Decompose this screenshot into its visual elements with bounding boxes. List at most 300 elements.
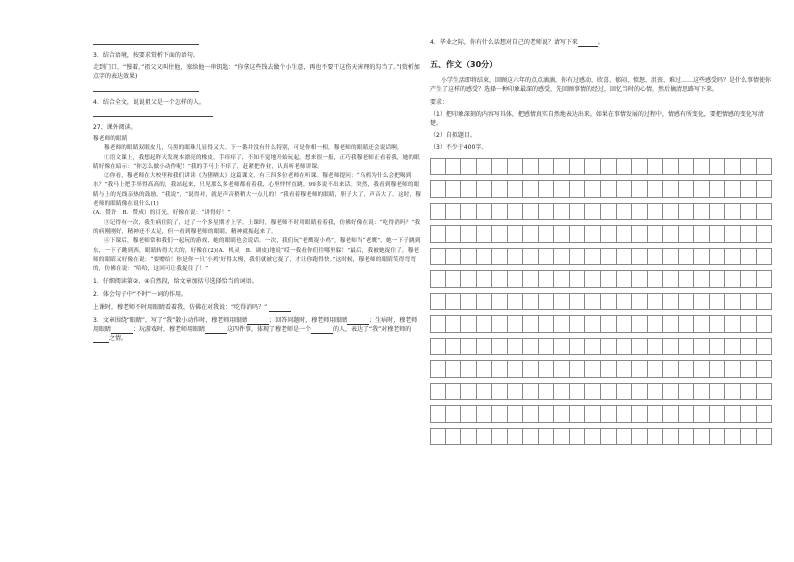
grid-cell[interactable] [710,225,726,242]
grid-cell[interactable] [663,383,679,400]
grid-cell[interactable] [446,203,462,220]
grid-cell[interactable] [523,360,539,377]
grid-cell[interactable] [601,158,617,175]
grid-cell[interactable] [679,338,695,355]
grid-cell[interactable] [694,203,710,220]
grid-cell[interactable] [632,338,648,355]
grid-cell[interactable] [508,360,524,377]
grid-cell[interactable] [523,405,539,422]
grid-cell[interactable] [710,338,726,355]
grid-cell[interactable] [477,270,493,287]
grid-cell[interactable] [632,383,648,400]
grid-cell[interactable] [492,338,508,355]
grid-cell[interactable] [539,248,555,265]
grid-cell[interactable] [741,428,757,445]
grid-cell[interactable] [523,383,539,400]
grid-cell[interactable] [477,383,493,400]
grid-cell[interactable] [539,225,555,242]
grid-cell[interactable] [446,158,462,175]
grid-cell[interactable] [539,405,555,422]
grid-cell[interactable] [554,338,570,355]
grid-cell[interactable] [617,203,633,220]
grid-cell[interactable] [554,428,570,445]
grid-cell[interactable] [725,338,741,355]
answer-line[interactable] [93,85,199,92]
grid-cell[interactable] [617,428,633,445]
grid-cell[interactable] [446,248,462,265]
grid-cell[interactable] [710,315,726,332]
grid-cell[interactable] [539,293,555,310]
answer-blank[interactable] [311,327,333,334]
grid-cell[interactable] [492,428,508,445]
grid-cell[interactable] [554,180,570,197]
answer-blank[interactable] [247,318,269,325]
grid-cell[interactable] [757,428,773,445]
grid-cell[interactable] [461,180,477,197]
grid-cell[interactable] [757,270,773,287]
grid-cell[interactable] [446,225,462,242]
grid-cell[interactable] [523,338,539,355]
grid-cell[interactable] [570,360,586,377]
grid-cell[interactable] [570,315,586,332]
answer-blank[interactable] [111,327,133,334]
grid-cell[interactable] [694,405,710,422]
grid-cell[interactable] [570,248,586,265]
grid-cell[interactable] [492,383,508,400]
grid-cell[interactable] [741,405,757,422]
grid-cell[interactable] [617,338,633,355]
grid-cell[interactable] [523,203,539,220]
grid-cell[interactable] [757,405,773,422]
grid-cell[interactable] [492,360,508,377]
grid-cell[interactable] [710,158,726,175]
grid-cell[interactable] [617,405,633,422]
grid-cell[interactable] [461,225,477,242]
grid-cell[interactable] [694,293,710,310]
grid-cell[interactable] [461,338,477,355]
grid-cell[interactable] [446,405,462,422]
grid-cell[interactable] [539,315,555,332]
grid-cell[interactable] [461,428,477,445]
grid-cell[interactable] [430,360,446,377]
grid-cell[interactable] [601,225,617,242]
grid-cell[interactable] [648,383,664,400]
grid-cell[interactable] [570,383,586,400]
grid-cell[interactable] [648,225,664,242]
grid-cell[interactable] [570,203,586,220]
grid-cell[interactable] [694,225,710,242]
grid-cell[interactable] [663,248,679,265]
grid-cell[interactable] [617,293,633,310]
grid-cell[interactable] [725,360,741,377]
grid-cell[interactable] [632,180,648,197]
grid-cell[interactable] [585,270,601,287]
grid-cell[interactable] [523,225,539,242]
grid-cell[interactable] [461,383,477,400]
grid-cell[interactable] [477,248,493,265]
grid-cell[interactable] [492,293,508,310]
grid-cell[interactable] [617,180,633,197]
grid-cell[interactable] [757,383,773,400]
grid-cell[interactable] [585,315,601,332]
grid-cell[interactable] [757,225,773,242]
grid-cell[interactable] [710,293,726,310]
grid-cell[interactable] [554,203,570,220]
grid-cell[interactable] [523,293,539,310]
grid-cell[interactable] [757,315,773,332]
grid-cell[interactable] [554,383,570,400]
grid-cell[interactable] [492,248,508,265]
grid-cell[interactable] [585,158,601,175]
grid-cell[interactable] [679,225,695,242]
grid-cell[interactable] [585,428,601,445]
grid-cell[interactable] [694,180,710,197]
grid-cell[interactable] [741,338,757,355]
grid-cell[interactable] [461,248,477,265]
grid-cell[interactable] [663,338,679,355]
grid-cell[interactable] [539,270,555,287]
grid-cell[interactable] [601,383,617,400]
grid-cell[interactable] [430,383,446,400]
grid-cell[interactable] [446,293,462,310]
grid-cell[interactable] [632,158,648,175]
grid-cell[interactable] [554,293,570,310]
grid-cell[interactable] [570,180,586,197]
grid-cell[interactable] [741,180,757,197]
grid-cell[interactable] [492,315,508,332]
grid-cell[interactable] [539,428,555,445]
grid-cell[interactable] [694,270,710,287]
grid-cell[interactable] [430,158,446,175]
grid-cell[interactable] [539,180,555,197]
grid-cell[interactable] [694,428,710,445]
grid-cell[interactable] [725,315,741,332]
grid-cell[interactable] [725,270,741,287]
grid-cell[interactable] [757,203,773,220]
grid-cell[interactable] [663,428,679,445]
grid-cell[interactable] [585,383,601,400]
grid-cell[interactable] [694,383,710,400]
grid-cell[interactable] [632,293,648,310]
grid-cell[interactable] [477,293,493,310]
grid-cell[interactable] [601,203,617,220]
grid-cell[interactable] [741,315,757,332]
grid-cell[interactable] [601,338,617,355]
grid-cell[interactable] [585,293,601,310]
grid-cell[interactable] [492,270,508,287]
grid-cell[interactable] [523,315,539,332]
answer-line[interactable] [93,38,199,45]
grid-cell[interactable] [757,338,773,355]
grid-cell[interactable] [477,315,493,332]
grid-cell[interactable] [477,203,493,220]
grid-cell[interactable] [601,405,617,422]
grid-cell[interactable] [554,315,570,332]
grid-cell[interactable] [554,360,570,377]
grid-cell[interactable] [710,203,726,220]
grid-cell[interactable] [725,428,741,445]
grid-cell[interactable] [477,428,493,445]
grid-cell[interactable] [679,405,695,422]
grid-cell[interactable] [570,225,586,242]
grid-cell[interactable] [725,158,741,175]
grid-cell[interactable] [461,315,477,332]
answer-blank[interactable] [269,305,291,312]
grid-cell[interactable] [539,158,555,175]
grid-cell[interactable] [648,270,664,287]
grid-cell[interactable] [492,158,508,175]
grid-cell[interactable] [663,270,679,287]
grid-cell[interactable] [679,383,695,400]
grid-cell[interactable] [632,428,648,445]
grid-cell[interactable] [725,405,741,422]
grid-cell[interactable] [632,315,648,332]
grid-cell[interactable] [554,270,570,287]
grid-cell[interactable] [523,180,539,197]
grid-cell[interactable] [585,180,601,197]
grid-cell[interactable] [492,405,508,422]
grid-cell[interactable] [508,338,524,355]
grid-cell[interactable] [508,203,524,220]
answer-blank[interactable] [347,318,369,325]
grid-cell[interactable] [679,270,695,287]
grid-cell[interactable] [679,158,695,175]
grid-cell[interactable] [492,203,508,220]
grid-cell[interactable] [679,203,695,220]
grid-cell[interactable] [741,293,757,310]
grid-cell[interactable] [492,225,508,242]
grid-cell[interactable] [632,360,648,377]
grid-cell[interactable] [757,248,773,265]
grid-cell[interactable] [617,383,633,400]
grid-cell[interactable] [679,248,695,265]
grid-cell[interactable] [694,248,710,265]
grid-cell[interactable] [539,203,555,220]
grid-cell[interactable] [461,158,477,175]
grid-cell[interactable] [725,293,741,310]
grid-cell[interactable] [446,383,462,400]
grid-cell[interactable] [523,428,539,445]
grid-cell[interactable] [446,338,462,355]
grid-cell[interactable] [741,225,757,242]
grid-cell[interactable] [446,315,462,332]
grid-cell[interactable] [585,203,601,220]
grid-row [430,383,772,400]
answer-line[interactable] [93,110,213,117]
grid-cell[interactable] [430,338,446,355]
grid-cell[interactable] [523,248,539,265]
grid-cell[interactable] [648,428,664,445]
grid-cell[interactable] [430,293,446,310]
grid-cell[interactable] [492,180,508,197]
grid-cell[interactable] [710,428,726,445]
grid-cell[interactable] [710,180,726,197]
grid-cell[interactable] [508,315,524,332]
grid-cell[interactable] [430,180,446,197]
grid-cell[interactable] [601,360,617,377]
grid-cell[interactable] [477,158,493,175]
grid-cell[interactable] [539,338,555,355]
grid-cell[interactable] [663,180,679,197]
grid-cell[interactable] [632,248,648,265]
grid-cell[interactable] [554,158,570,175]
grid-cell[interactable] [757,293,773,310]
grid-cell[interactable] [446,428,462,445]
grid-cell[interactable] [663,315,679,332]
grid-cell[interactable] [430,315,446,332]
grid-cell[interactable] [430,203,446,220]
grid-cell[interactable] [617,270,633,287]
grid-row [430,360,772,377]
grid-cell[interactable] [461,405,477,422]
grid-cell[interactable] [477,360,493,377]
grid-cell[interactable] [477,225,493,242]
grid-cell[interactable] [523,270,539,287]
grid-cell[interactable] [430,248,446,265]
grid-cell[interactable] [663,225,679,242]
grid-cell[interactable] [694,360,710,377]
grid-cell[interactable] [430,428,446,445]
grid-cell[interactable] [570,428,586,445]
grid-cell[interactable] [508,270,524,287]
grid-cell[interactable] [508,428,524,445]
grid-cell[interactable] [757,180,773,197]
grid-cell[interactable] [585,360,601,377]
grid-cell[interactable] [741,360,757,377]
grid-cell[interactable] [648,405,664,422]
grid-cell[interactable] [585,405,601,422]
grid-cell[interactable] [585,338,601,355]
grid-cell[interactable] [554,405,570,422]
grid-cell[interactable] [679,360,695,377]
grid-cell[interactable] [430,405,446,422]
grid-cell[interactable] [508,180,524,197]
grid-cell[interactable] [601,248,617,265]
grid-cell[interactable] [539,360,555,377]
grid-cell[interactable] [710,360,726,377]
grid-cell[interactable] [461,360,477,377]
grid-cell[interactable] [446,270,462,287]
grid-cell[interactable] [617,248,633,265]
grid-cell[interactable] [648,338,664,355]
answer-blank[interactable] [93,336,109,343]
grid-cell[interactable] [725,180,741,197]
grid-cell[interactable] [617,315,633,332]
grid-cell[interactable] [461,203,477,220]
grid-cell[interactable] [570,270,586,287]
grid-cell[interactable] [741,158,757,175]
grid-cell[interactable] [741,383,757,400]
grid-cell[interactable] [617,158,633,175]
grid-cell[interactable] [648,248,664,265]
grid-cell[interactable] [446,360,462,377]
grid-cell[interactable] [663,158,679,175]
grid-cell[interactable] [725,225,741,242]
answer-blank[interactable] [578,40,598,47]
grid-cell[interactable] [632,203,648,220]
grid-cell[interactable] [585,248,601,265]
grid-cell[interactable] [446,180,462,197]
grid-cell[interactable] [570,338,586,355]
grid-cell[interactable] [648,180,664,197]
grid-cell[interactable] [725,203,741,220]
grid-cell[interactable] [601,428,617,445]
grid-cell[interactable] [632,405,648,422]
grid-cell[interactable] [679,428,695,445]
grid-cell[interactable] [508,293,524,310]
grid-cell[interactable] [477,338,493,355]
grid-cell[interactable] [648,158,664,175]
grid-cell[interactable] [523,158,539,175]
grid-cell[interactable] [663,360,679,377]
grid-cell[interactable] [663,293,679,310]
grid-cell[interactable] [570,293,586,310]
grid-cell[interactable] [725,383,741,400]
grid-cell[interactable] [617,360,633,377]
essay-writing-grid[interactable] [430,158,772,450]
grid-cell[interactable] [710,383,726,400]
grid-cell[interactable] [508,405,524,422]
grid-cell[interactable] [601,180,617,197]
grid-cell[interactable] [461,293,477,310]
grid-cell[interactable] [632,225,648,242]
grid-cell[interactable] [648,360,664,377]
grid-cell[interactable] [601,315,617,332]
grid-cell[interactable] [617,225,633,242]
grid-cell[interactable] [430,225,446,242]
grid-cell[interactable] [570,158,586,175]
grid-cell[interactable] [430,270,446,287]
grid-cell[interactable] [632,270,648,287]
grid-cell[interactable] [508,383,524,400]
grid-cell[interactable] [679,315,695,332]
grid-cell[interactable] [554,248,570,265]
grid-cell[interactable] [710,405,726,422]
grid-cell[interactable] [694,315,710,332]
grid-cell[interactable] [508,248,524,265]
grid-cell[interactable] [648,315,664,332]
grid-cell[interactable] [694,338,710,355]
answer-blank[interactable] [205,327,227,334]
grid-cell[interactable] [601,270,617,287]
grid-cell[interactable] [570,405,586,422]
grid-cell[interactable] [554,225,570,242]
grid-cell[interactable] [679,180,695,197]
grid-cell[interactable] [663,203,679,220]
grid-cell[interactable] [710,248,726,265]
grid-cell[interactable] [648,203,664,220]
grid-cell[interactable] [757,158,773,175]
grid-cell[interactable] [461,270,477,287]
grid-cell[interactable] [679,293,695,310]
grid-cell[interactable] [508,225,524,242]
grid-cell[interactable] [741,248,757,265]
grid-cell[interactable] [757,360,773,377]
grid-cell[interactable] [741,203,757,220]
grid-cell[interactable] [601,293,617,310]
grid-cell[interactable] [585,225,601,242]
grid-cell[interactable] [710,270,726,287]
grid-cell[interactable] [648,293,664,310]
grid-cell[interactable] [539,383,555,400]
grid-cell[interactable] [477,180,493,197]
grid-cell[interactable] [508,158,524,175]
grid-cell[interactable] [694,158,710,175]
grid-cell[interactable] [477,405,493,422]
grid-cell[interactable] [725,248,741,265]
grid-cell[interactable] [663,405,679,422]
grid-cell[interactable] [741,270,757,287]
